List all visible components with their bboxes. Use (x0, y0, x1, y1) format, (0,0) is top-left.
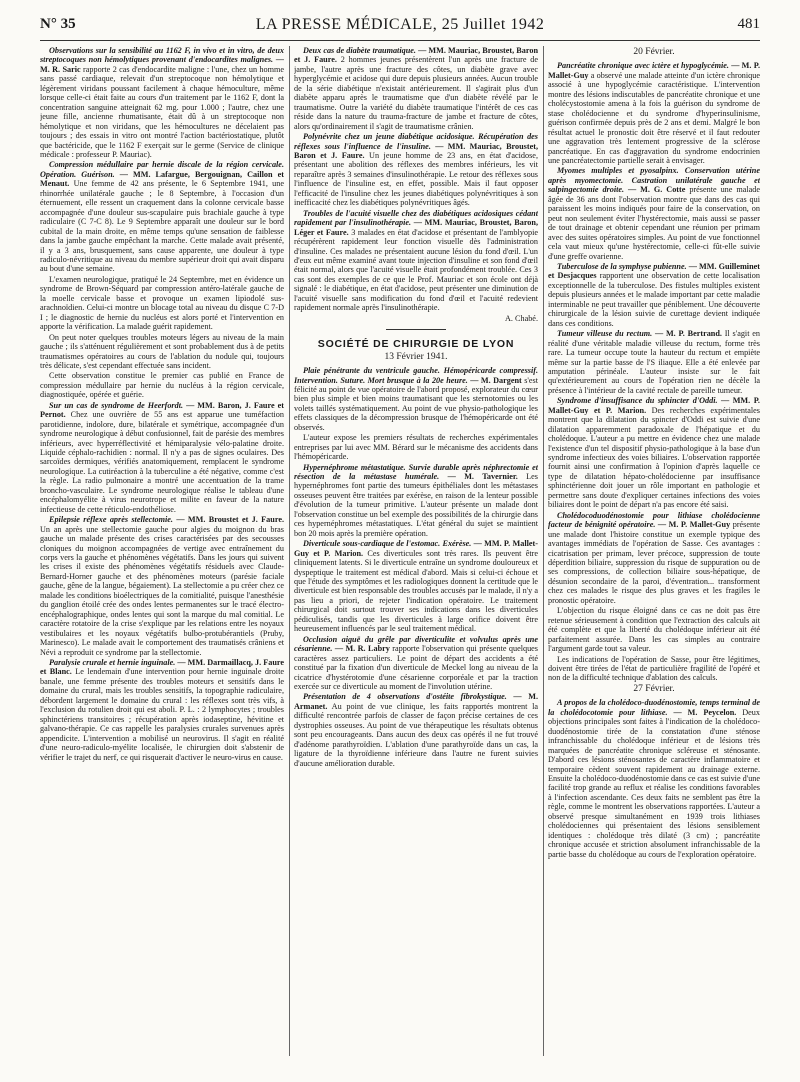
article-paragraph (294, 132, 538, 208)
article-body: 2 hommes jeunes présentèrent l'un après une fracture de jambe, l'autre après une fracture des côtes, un diabète grave avec hyperglycémie et acidose qui dure depuis plusieurs années. Aucun trouble de la série diabétique n'existait antérieurement. Il s'agirait plus d'un diabète apparu après le traumatisme que d'un diabète révélé par le traumatisme. Outre la variété du diabète traumatique l'intérêt de ces cas réside dans la nature du trauma-fracture de jambe et fracture de côtes, alors qu'ordinairement il s'agit de traumatisme crânien. (294, 55, 538, 131)
article-body: Ces diverticules sont très rares. Ils peuvent être cliniquement latents. Si le diverticule entraîne un syndrome douloureux et dyspeptique le traitement est médical d'abord. Mais si celui-ci échoue et que l'étude des symptômes et les radiologiques donnent la certitude que le diverticule est bien responsable des troubles accusés par le malade, il n'y a pas lieu a priori, de rejeter l'indication opératoire. Le traitement chirurgical doit surtout trouver ses indications dans les diverticules pédiculisés, tandis que les diverticules à large orifice doivent être heureusement influencés par le seul traitement médical. (294, 548, 538, 634)
column-left (40, 46, 284, 1066)
article-paragraph (548, 655, 760, 683)
article-list (548, 61, 760, 682)
article-body: rapporte 2 cas d'endocardite maligne : l'une, chez un homme sans passé cardiaque, relevait d'un streptocoque non hémolytique et légèrement viridans poussant facilement à chaque hémoculture, même lorsque celle-ci était faite au cours d'un traitement par le 1162 F, dont la concentration sanguine atteignait 62 mg. pour 1.000 ; l'autre, chez une jeune fille, ancienne rhumatisante, était dû à un streptocoque non hémolytique et non viridans, que les hémocultures ne décelaient pas toujours ; des essais in vitro ont montré l'action bactériostatique, plutôt que bactéricide, que le 1162 F exerçait sur le germe (Service de clinique médicale : professeur P. Mauriac). (40, 64, 284, 159)
article-body: Une femme de 42 ans présente, le 6 Septembre 1941, une rhinorrhée unilatérale gauche ; le 8 Septembre, à l'occasion d'un éternuement, elle ressent un craquement dans la colonne cervicale basse accompagnée d'une douleur sus-scapulaire puis brachiale gauche à type radiculaire (C 7-C 8). Le 9 Septembre apparaît une douleur sur le bord cubital de la main droite, en même temps qu'une sensation de faiblesse dans la jambe gauche empêchant la marche. Cette malade avait présenté, il y a 3 ans, brusquement, sans cause apparente, une douleur à type radiculo-névritique au niveau du membre supérieur droit qui avait disparu au bout d'une semaine. (40, 179, 284, 274)
article-authors: — M. Tavernier. (439, 472, 518, 482)
article-title: Plaie pénétrante du ventricule gauche. Hémopéricarde compressif. Intervention. Suture. Mort brusque à la 20e heure. (294, 366, 538, 385)
article-paragraph (40, 515, 284, 657)
article-title: Cholédocoduodénostomie pour lithiase cholédocienne facteur de bénignité opératoire. (548, 510, 760, 530)
article-body: Il s'agit en réalité d'une véritable maladie villeuse du rectum, forme très rare. La tumeur occupe toute la hauteur du rectum et empiète même sur la partie basse de l'S iliaque. Elle a été enlevée par amputation périnéale. L'auteur insiste sur le fait qu'extérieurement au cours de l'opération rien ne décèle la présence à l'intérieur de la cavité rectale de pareille tumeur. (548, 329, 760, 395)
article-title: Troubles de l'acuité visuelle chez des diabétiques acidosiques cédant rapidement par l'insulinothérapie. (294, 208, 538, 228)
article-body: a observé une malade atteinte d'un ictère chronique associé à une hypoglycémie caractéristique. L'intervention montre des lésions indiscutables de pancréatite chronique et une cholécystostomie amena à la fois la guérison du syndrome de stase cholédocienne et du syndrome d'hyperinsulinisme, guérison confirmée depuis près de 2 ans et demi. Malgré le bon résultat actuel le pronostic doit être réservé et il faut redouter une aggravation très lentement progressive de la sclérose pancréatique. En cas d'aggravation du syndrome endocrinien une pancréatectomie partielle serait à envisager. (548, 70, 760, 165)
article-body: Deux objections principales sont faites à l'indication de la cholédoco-duodénostomie tirée de la constatation d'une sténose infranchissable du cholédoque inférieur et de lésions très marquées de pancréatite chronique scléreuse et sténosante. D'abord ces lésions sténosantes de caractère inflammatoire et temporaire cèdent souvent rapidement au drainage externe. Ensuite la cholédoco-duodénostomie dans ce cas est suivie d'une facilité trop grande au reflux et réalise les conditions favorables à l'infection ascendante. Ces deux faits ne semblent pas être la règle, comme le montrent les observations rapportées. L'auteur a observé presque simultanément en 1939 trois lithiases cholédociennes qui présentaient des lésions sensiblement identiques : cholédoque très dilaté (3 cm) ; pancréatite chronique accusée et striction absolument infranchissable de la partie basse du cholédoque au cours de l'exploration opératoire. (548, 707, 760, 859)
article-paragraph (294, 692, 538, 768)
article-title: Tuberculose de la symphyse pubienne. (557, 261, 687, 271)
article-paragraph (294, 433, 538, 461)
article-paragraph (548, 511, 760, 606)
article-title: Paralysie crurale et hernie inguinale. (49, 658, 176, 667)
article-title: Occlusion aiguë du grêle par diverticulite et volvulus après une césarienne. (294, 634, 538, 654)
session-date: 20 Février. (633, 47, 675, 57)
article-title: Sur un cas de syndrome de Heerfordt. (49, 400, 184, 410)
article-paragraph (40, 333, 284, 371)
article-title: Pancréatite chronique avec ictère et hypoglycémie. (557, 61, 729, 71)
article-body: présente une malade âgée de 36 ans dont l'observation montre que dans des cas qui paraissent les moins indiqués pour faire de la conservation, on peut non seulement éviter l'hystérectomie, mais aussi se passer de tout drainage et obtenir cependant une réunion per primam avec des suites opératoires simples. Au point de vue fonctionnel cela vaut mieux qu'une hystérectomie, celle-ci fût-elle suivie d'une greffe ovarienne. (548, 185, 760, 261)
article-authors: — MM. Baron, J. Faure et Pernot. (40, 400, 284, 420)
article-title: Epilepsie réflexe après stellectomie. (49, 515, 173, 525)
article-title: Présentation de 4 observations d'ostéite fibrokystique. (303, 692, 507, 702)
article-body: Les hypernéphromes font partie des tumeurs épithéliales dont les métastases osseuses peuvent être traitées par exérèse, en raison de la lenteur possible d'évolution de la tumeur primitive. L'auteur présente un malade dont l'observation constitue un bel exemple des possibilités de la chirurgie dans ces hypernéphromes métastatiques. L'état général du sujet se maintient bon 20 mois après la première opération. (294, 472, 538, 538)
article-title: Myomes multiples et pyosalpinx. Conservation utérine après myomectomie. Castration unilatérale gauche et salpingectomie droite. (548, 166, 760, 195)
page-number: 481 (737, 16, 760, 32)
article-body: L'auteur expose les premiers résultats de recherches expérimentales entreprises par lui avec MM. Bérard sur le mécanisme des accidents dans l'hémopéricarde. (294, 433, 538, 462)
session-date: 27 Février. (633, 683, 675, 694)
article-title: Tumeur villeuse du rectum. (557, 329, 653, 339)
article-list (548, 698, 760, 859)
issue-number: N° 35 (40, 16, 76, 32)
article-paragraph (40, 371, 284, 399)
section-separator (386, 329, 446, 330)
article-body: Des recherches expérimentales montrent que la dilatation du spincter d'Oddi est suivie d'une dilatation apparemment paradoxale de l'hépatique et du cholédoque. L'auteur a pu mettre en évidence chez une malade l'existence d'un tel dispositif physio-pathologique à la base d'un syndrome infectieux des voies biliaires. L'observation rapportée fournit ainsi une confirmation à l'opinion d'après laquelle ce type de dilatation hépato-cholédocienne par insuffisance sphinctérienne doit jouer un rôle important en pathologie et permettre sans doute d'expliquer certaines infections des voies biliaires dont le point de départ n'a pas encore été saisi. (548, 405, 760, 510)
author-signature: A. Chabé. (505, 313, 538, 323)
article-authors: — M. G. Cotte (624, 185, 686, 195)
article-body: Le lendemain d'une intervention pour hernie inguinale droite banale, une femme présente des troubles moteurs et sensitifs dans le domaine du crural, mais les troubles sensitifs, la topographie radiculaire, débordent largement le domaine du crural : les réflexes sont très vifs, à l'exclusion du rotulien droit qui est aboli. P. L. : 2 lymphocytes ; troubles sphinctériens transitoires ; récupération après iodaseptine, hévitine et galvano-thérapie. Ce cas rappelle les paralysies crurales survenues après appendicite. L'intervention a mobilisé un neurovirus. Il s'agit en réalité d'une neuro-radiculo-myélite localisée, le chirurgien doit s'abstenir de vérifier le trajet du nerf, ce qui risquerait d'activer le neuro-virus en cause. (40, 667, 284, 762)
article-body: présente une malade dont l'histoire constitue un exemple typique des avantages immédiats de l'opération de Sasse. Ces avantages : cicatrisation per primam, lever précoce, suppression de toute déperdition biliaire, suppression du risque de suppuration ou de ses compressions, de collection biliaire sous-hépatique, de désunion secondaire de la paroi, d'éventration... transforment chez ces malades le risque des plus graves et les fragiles le pronostic opératoire. (548, 520, 760, 605)
article-title: Syndrome d'insuffisance du sphincter d'Oddi. (557, 396, 718, 406)
article-title: A propos de la cholédoco-duodénostomie, temps terminal de la cholédocotomie pour lithiase. (548, 698, 760, 717)
article-list (294, 366, 538, 768)
page-header (40, 16, 760, 38)
article-paragraph (548, 396, 760, 509)
article-body: Un jeune homme de 23 ans, en état d'acidose, présentant une abolition des réflexes des membres inférieurs, les vit reparaître après 3 semaines d'insulinothérapie. Le retour des réflexes sous l'influence de l'insuline est, en effet, possible. Mais il faut opposer l'efficacité de l'insuline chez les jeunes diabétiques polynévritiques à son inefficacité chez les diabétiques polynévritiques âgés. (294, 150, 538, 208)
journal-title: LA PRESSE MÉDICALE, 25 Juillet 1942 (255, 16, 545, 33)
article-body: Cette observation constitue le premier cas publié en France de compression médullaire par hernie du nucléus à la région cervicale, diagnostiquée, opérée et guérie. (40, 371, 284, 400)
article-authors: — M. R. Saric (40, 55, 284, 74)
article-paragraph (294, 539, 538, 634)
article-paragraph (548, 262, 760, 328)
column-middle (294, 46, 538, 1066)
article-paragraph (294, 46, 538, 131)
article-authors: — M. P. Bertrand. (652, 329, 722, 339)
column-divider (289, 46, 290, 1056)
article-title: Compression médullaire par hernie discale de la région cervicale. Opération. Guérison. (40, 160, 284, 179)
article-authors: — MM. Mauriac, Broustet, Baron et J. Faure. (294, 141, 538, 160)
article-body: rapportent une observation de cette localisation exceptionnelle de la tuberculose. Des fistules multiples existent depuis plusieurs années et le malade important par cette maladie interminable ne peut travailler que péniblement. Une découverte chirurgicale de la lésion suivie de curettage devient indiquée dans ces conditions. (548, 271, 760, 328)
article-body: rapporte l'observation qui présente quelques caractères assez particuliers. Le point de départ des accidents a été constitué par la fixation d'un diverticule de Meckel long au niveau de la cicatrice d'hystérotomie d'une césarienne corporéale et par la traction exercée sur ce diverticule au moment de l'involution utérine. (294, 644, 538, 691)
article-authors: — MM. P. Mallet-Guy et P. Marion. (548, 396, 760, 415)
session-date: 13 Février 1941. (384, 351, 448, 362)
article-authors: — M. P. Mallet-Guy (548, 61, 760, 80)
article-authors: — M. P. Mallet-Guy (655, 520, 731, 530)
header-rule (40, 40, 760, 41)
article-body: L'examen neurologique, pratiqué le 24 Septembre, met en évidence un syndrome de Brown-Séquard par compression antéro-latérale gauche de la moelle cervicale basse et provoque un examen lipiodolé sus-arachnoïdien. Celui-ci montre un blocage total au niveau du disque C 7-D I ; le diagnostic de hernie du nucléus est alors porté et l'intervention en apporte la vérification. La malade guérit rapidement. (40, 274, 284, 332)
article-paragraph (294, 635, 538, 692)
article-paragraph (40, 658, 284, 762)
article-body: Les indications de l'opération de Sasse, pour être légitimes, doivent être tirées de l'état de particulière fragilité de l'opéré et non de la difficulté technique d'ablation des calculs. (548, 654, 760, 683)
article-authors: — MM. P. Mallet-Guy et P. Marion. (294, 539, 538, 558)
article-authors: — M. Peycelon. (667, 707, 737, 717)
article-body: L'objection du risque éloigné dans ce cas ne doit pas être retenue sérieusement à condition que l'extraction des calculs ait été complète et que la liberté du cholédoque inférieur ait été parfaitement assurée. Dans les cas simples au contraire l'argument garde tout sa valeur. (548, 606, 760, 654)
article-body: Un an après une stellectomie gauche pour algies du moignon du bras gauche un malade présente des crises caractérisées par des secousses cloniques du moignon accompagnées de vertige avec entraînement du corps vers la gauche et phénomènes végétatifs. Dans les jours qui suivent les crises il existe des phénomènes végétatifs résiduels avec Claude-Bernard-Horner gauche et des phénomènes moteurs (parésie faciale gauche, gêne de la langue, bégaiement). La stellectomie a pu créer chez ce malade les conditions bioélectriques de la comitialité, puisque l'anesthésie du ganglion étoilé crée des ondes lentes permanentes sur le tracé électro-encéphalographique, ondes lentes qui sont la marque du mal comitial. Le caractère rotatoire de la crise s'explique par les relations entre les noyaux vestibulaires et les noyaux végétatifs bulbo-protubérantiels (Pruby, Marinesco). Le malade avait le comportement des traumatisés crâniens et Névi a reproduit ce syndrome par la stellectomie. (40, 524, 284, 657)
article-authors: — MM. Lafargue, Bergouignan, Caillon et Menaut. (40, 169, 284, 189)
article-authors: — MM. Broustet et J. Faure. (172, 515, 284, 525)
article-title: Deux cas de diabète traumatique. (303, 46, 416, 55)
column-divider (543, 46, 544, 1056)
article-title: Hypernéphrome métastatique. Survie durable après néphrectomie et résection de la métastase humérale. (294, 462, 538, 482)
article-paragraph (548, 61, 760, 165)
article-authors: — MM. Darmaillacq, J. Faure et Blanc. (40, 658, 284, 677)
column-right (548, 46, 760, 1066)
article-paragraph (40, 46, 284, 159)
society-heading: SOCIÉTÉ DE CHIRURGIE DE LYON (317, 338, 515, 351)
article-paragraph (548, 606, 760, 653)
article-body: Chez une ouvrière de 55 ans est apparue une tuméfaction parotidienne, indolore, dure, bilatérale et symétrique, accompagnée d'un syndrome neurologique à début confusionnel, fait de parésie des membres inférieurs, avec hyperréflectivité et hémiparalysie vélo-palatine droite. Liquide céphalo-rachidien : normal. Il n'y a pas de signes oculaires. Des sarcoïdes dermiques, vérifiés anatomiquement, remplacent le syndrome neurologique. La cutiréaction à la tuberculine a été négative, comme c'est la règle. La radio pulmonaire a montré une accentuation de la trame broncho-vasculaire. Le syndrome neurologique réalise le tableau d'une encéphalomyélite à virus neurotrope et milite en faveur de la nature infectieuse de cette réticulo-endothéliose. (40, 410, 284, 514)
article-body: 3 malades en état d'acidose et présentant de l'amblyopie récupérèrent rapidement leur fonction visuelle dès l'administration d'insuline. Ces malades ne présentaient aucune lésion du fond d'œil. L'un d'eux eut même examiné avant toute injection d'insuline et son fond d'œil était normal, alors que l'acuité visuelle était profondément troublée. Ces 3 cas sont des exemples de ce que le Prof. Mauriac et son école ont déjà signalé : le diabétique, en état d'acidose, peut présenter une diminution de l'acuité visuelle sans modification du fond d'œil et l'acuité redevient rapidement normale après l'insulinothérapie. (294, 227, 538, 313)
article-title: Observations sur la sensibilité au 1162 F, in vivo et in vitro, de deux streptocoques non hémolytiques provenant d'endocardites malignes. (40, 46, 284, 65)
article-paragraph (40, 401, 284, 514)
article-authors: — MM. Mauriac, Broustet, Baron, Léger et Faure. (294, 218, 538, 237)
article-authors: — M. Dargent (467, 375, 522, 385)
article-authors: — M. R. Labry (332, 644, 390, 654)
article-list (294, 46, 538, 313)
article-paragraph (294, 209, 538, 313)
article-paragraph (40, 275, 284, 332)
article-authors: — M. Armanet. (294, 692, 538, 711)
article-title: Diverticule sous-cardiaque de l'estomac. Exérèse. (303, 539, 472, 549)
article-paragraph (548, 329, 760, 395)
article-paragraph (40, 160, 284, 273)
article-list (40, 46, 284, 762)
article-paragraph (548, 166, 760, 261)
article-body: On peut noter quelques troubles moteurs légers au niveau de la main gauche ; ils s'atténuent régulièrement et sont probablement dus à de petits traumatismes opératoires au cours de l'ablation du nodule qui, toujours très délicate, s'est cependant effectuée sans incident. (40, 332, 284, 370)
article-paragraph (294, 463, 538, 539)
article-paragraph (548, 698, 760, 859)
article-authors: — MM. Mauriac, Broustet, Baron et J. Faure. (294, 46, 538, 65)
article-authors: — MM. Guilleminet et Desjacques (548, 261, 760, 281)
article-title: Polynévrite chez un jeune diabétique acidosique. Récupération des réflexes sous l'influence de l'insuline. (294, 132, 538, 151)
article-paragraph (294, 366, 538, 432)
article-body: s'est félicité au point de vue opératoire de l'abord proposé, explorateur du cœur bien plus simple et bien moins traumatisant que les sternotomies ou les volets taillés systématiquement. Au point de vue physio-pathologique les effets classiques de la décompression brusque de l'hémopéricarde ont été observés. (294, 375, 538, 432)
article-body: Au point de vue clinique, les faits rapportés montrent la difficulté rencontrée parfois de classer de façon précise certaines de ces dystrophies osseuses. Au point de vue thérapeutique les résultats obtenus sont peu encourageants. Dans aucun des deux cas opérés il ne fut trouvé d'adénome parathyroïdien. L'ablation d'une parathyroïde dans un cas, la ligature de la thyroïdienne inférieure dans l'autre ne furent suivies d'aucune amélioration durable. (294, 701, 538, 768)
